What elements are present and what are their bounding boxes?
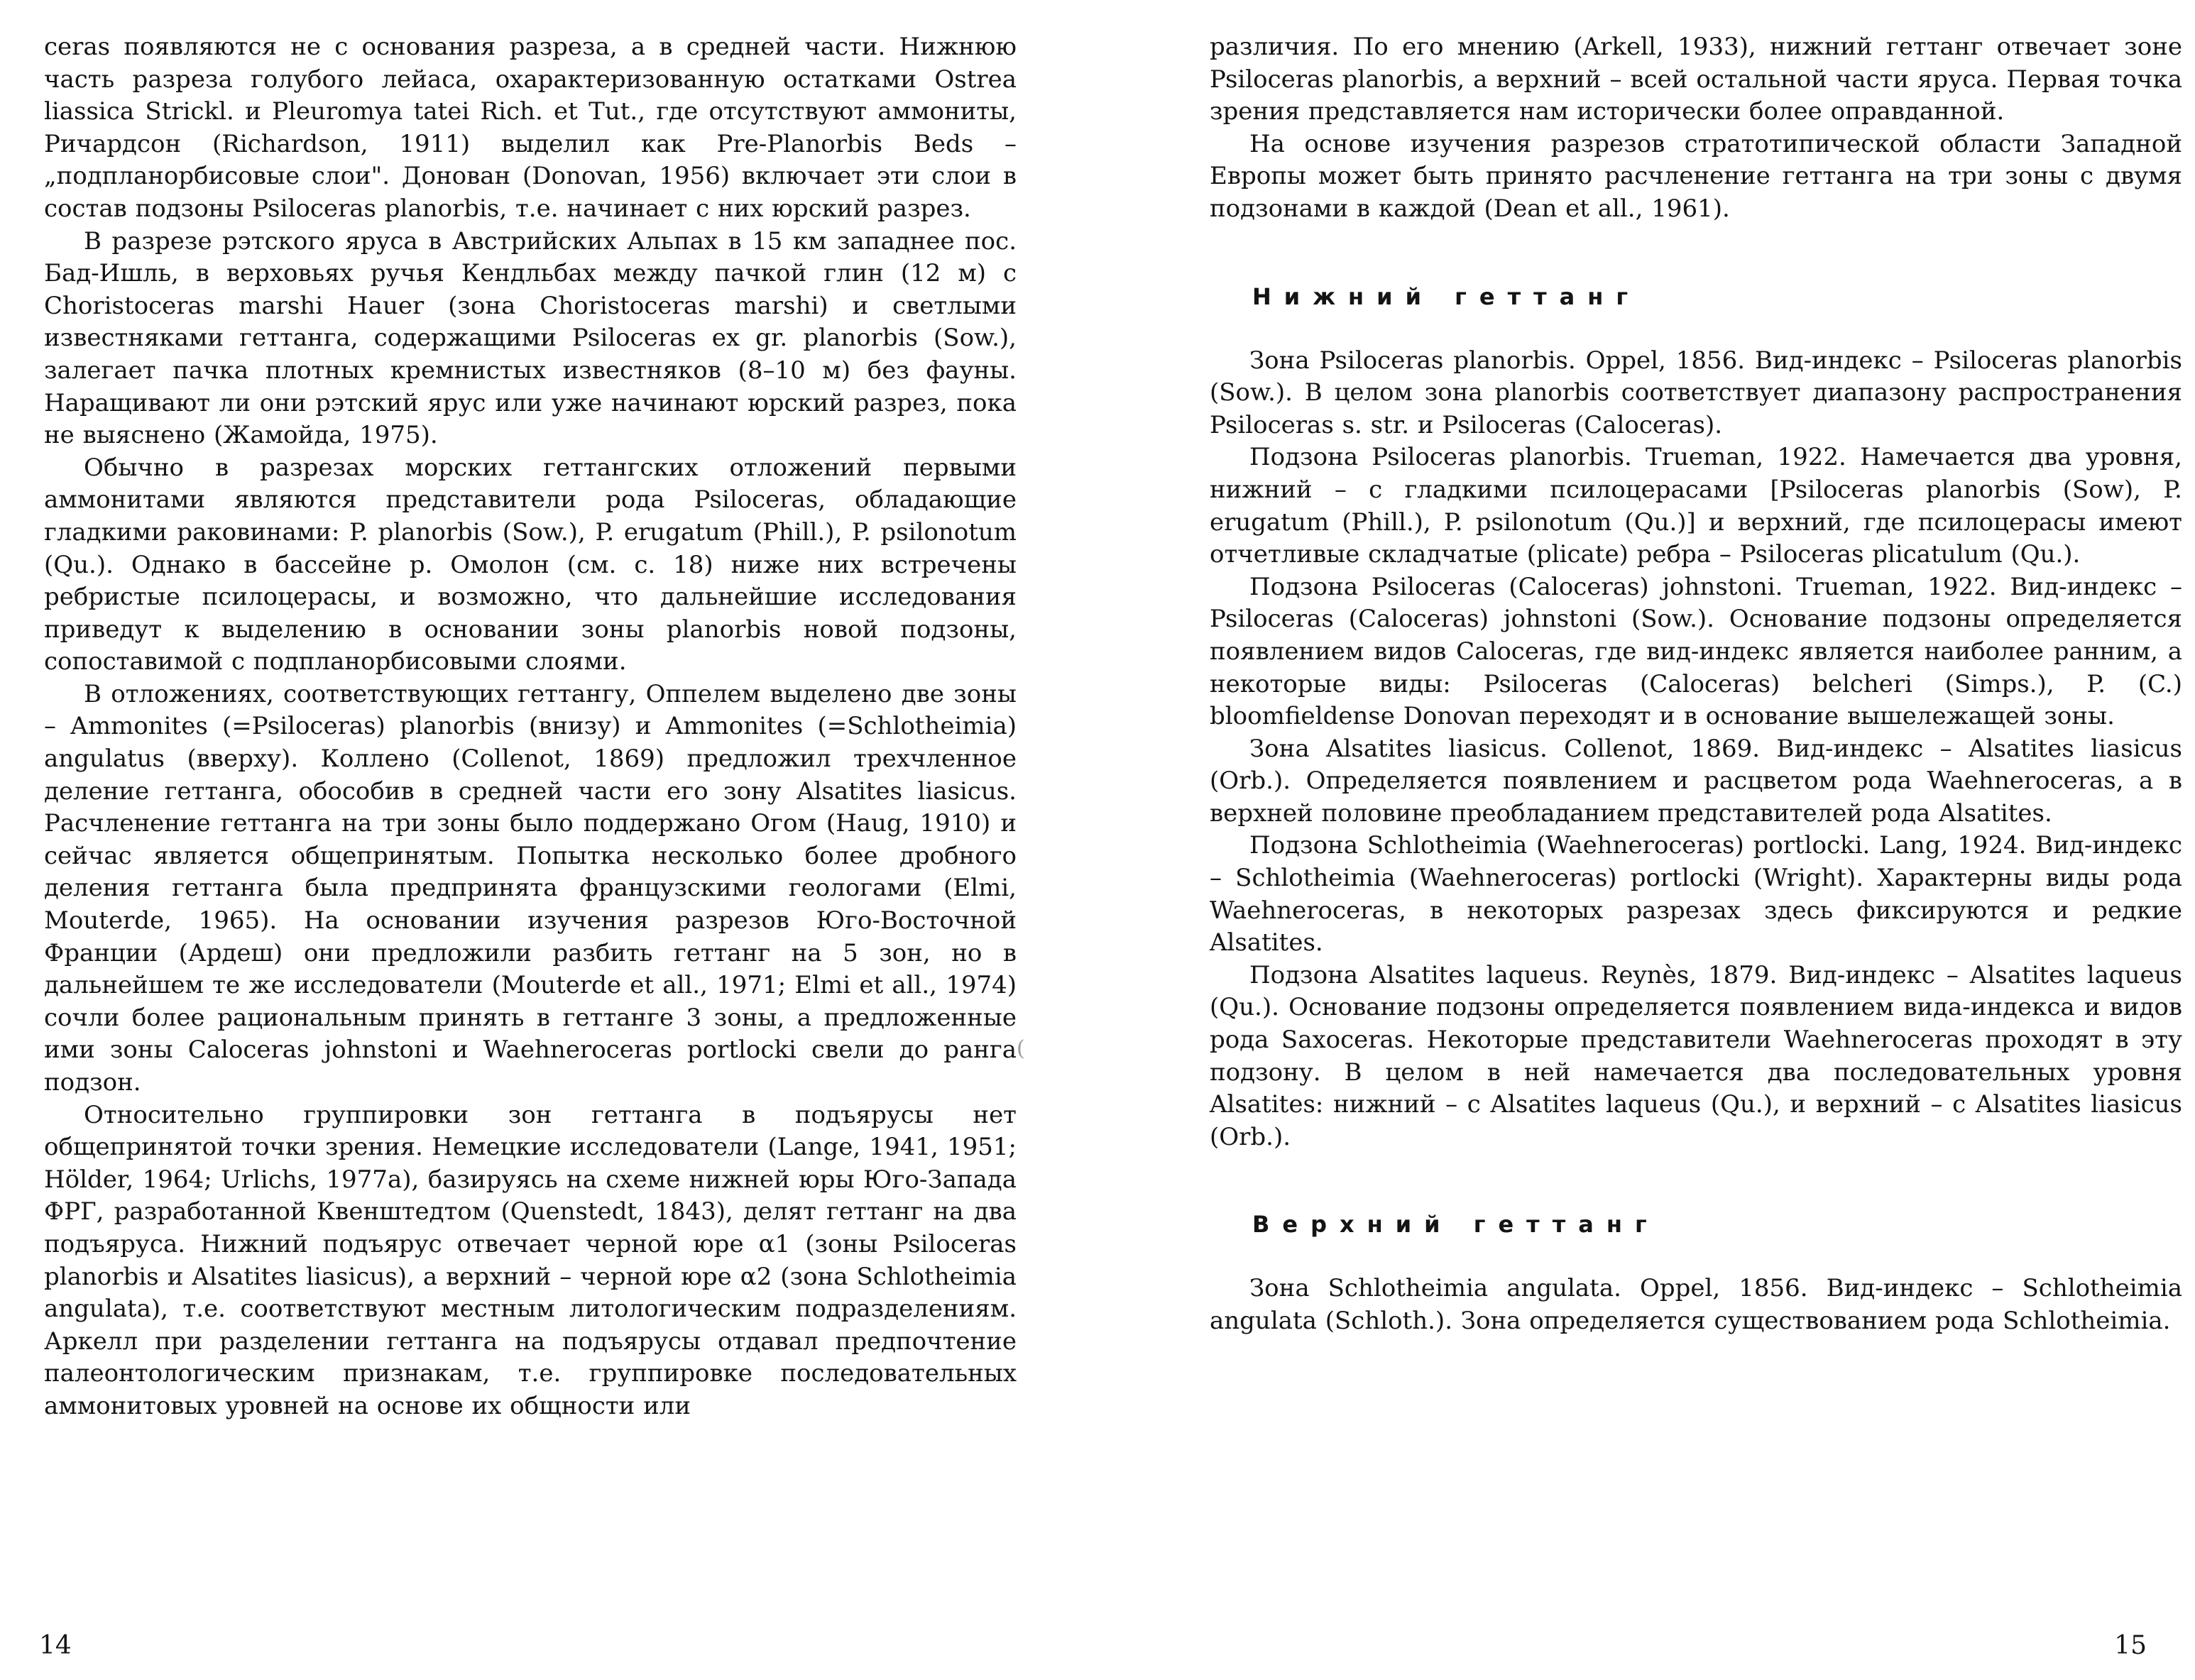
paragraph: Подзона Alsatites laqueus. Reynès, 1879. Вид-индекс – Alsatites laqueus (Qu.). Основание подзоны определяется появлением вида-индекса и видов рода Saxoceras. Некоторые представители Waehneroceras проходят в эту подзону. В целом в ней намечается два последовательных уровня Alsatites: нижний – с Alsatites laqueus (Qu.), и верхний – с Alsatites liasicus (Orb.). — [1210, 960, 2182, 1151]
section-heading-lower-hettangian: Нижний геттанг — [1252, 282, 1641, 310]
paragraph: Подзона Schlotheimia (Waehneroceras) portlocki. Lang, 1924. Вид-индекс – Schlotheimia (Waehneroceras) portlocki (Wright). Характерны виды рода Waehneroceras, в некоторых разрезах здесь фиксируются и редкие Alsatites. — [1210, 831, 2182, 957]
paragraph: ceras появляются не с основания разреза, а в средней части. Нижнюю часть разреза голубого лейаса, охарактеризованную остатками Ostrea liassica Strickl. и Pleuromya tatei Rich. et Tut., где отсутствуют аммониты, Ричардсон (Richardson, 1911) выделил как Pre-Planorbis Beds – „подпланорбисовые слои". Донован (Donovan, 1956) включает эти слои в состав подзоны Psiloceras planorbis, т.е. начинает с них юрский разрез. — [44, 33, 1017, 223]
paragraph: Зона Alsatites liasicus. Collenot, 1869. Вид-индекс – Alsatites liasicus (Orb.). Определяется появлением и расцветом рода Waehneroceras, а в верхней половине преобладанием представителей рода Alsatites. — [1210, 734, 2182, 828]
page-number: 14 — [39, 1631, 72, 1660]
paragraph: Зона Psiloceras planorbis. Oppel, 1856. Вид-индекс – Psiloceras planorbis (Sow.). В целом зона planorbis соответствует диапазону распространения Psiloceras s. str. и Psiloceras (Caloceras). — [1210, 346, 2182, 439]
left-text-column — [44, 31, 1017, 1423]
paragraph: Обычно в разрезах морских геттангских отложений первыми аммонитами являются представители рода Psiloceras, обладающие гладкими раковинами: P. planorbis (Sow.), P. erugatum (Phill.), P. psilonotum (Qu.). Однако в бассейне р. Омолон (см. с. 18) ниже них встречены ребристые псилоцерасы, и возможно, что дальнейшие исследования приведут к выделению в основании зоны planorbis новой подзоны, сопоставимой с подпланорбисовыми слоями. — [44, 453, 1017, 676]
paragraph: Подзона Psiloceras planorbis. Trueman, 1922. Намечается два уровня, нижний – с гладкими псилоцерасами [Psiloceras planorbis (Sow), P. erugatum (Phill.), P. psilonotum (Qu.)] и верхний, где псилоцерасы имеют отчетливые складчатые (plicate) ребра – Psiloceras plicatulum (Qu.). — [1210, 443, 2182, 569]
paragraph: Подзона Psiloceras (Caloceras) johnstoni. Trueman, 1922. Вид-индекс – Psiloceras (Caloceras) johnstoni (Sow.). Основание подзоны определяется появлением видов Caloceras, где вид-индекс является наиболее ранним, а некоторые виды: Psiloceras (Caloceras) belcheri (Simps.), P. (C.) bloomfieldense Donovan переходят и в основание вышележащей зоны. — [1210, 572, 2182, 731]
right-text-column — [1210, 31, 2182, 1338]
paragraph: Относительно группировки зон геттанга в подъярусы нет общепринятой точки зрения. Немецкие исследователи (Lange, 1941, 1951; Hölder, 1964; Urlichs, 1977а), базируясь на схеме нижней юры Юго-Запада ФРГ, разработанной Квенштедтом (Quenstedt, 1843), делят геттанг на два подъяруса. Нижний подъярус отвечает черной юре α1 (зоны Psiloceras planorbis и Alsatites liasicus), а верхний – черной юре α2 (зона Schlotheimia angulata), т.е. соответствуют местным литологическим подразделениям. Аркелл при разделении геттанга на подъярусы отдавал предпочтение палеонтологическим признакам, т.е. группировке последовательных аммонитовых уровней на основе их общности или — [44, 1100, 1017, 1420]
paragraph: В разрезе рэтского яруса в Австрийских Альпах в 15 км западнее пос. Бад-Ишль, в верховьях ручья Кендльбах между пачкой глин (12 м) с Choristoceras marshi Hauer (зона Choristoceras marshi) и светлыми известняками геттанга, содержащими Psiloceras ex gr. planorbis (Sow.), залегает пачка плотных кремнистых известняков (8–10 м) без фауны. Наращивают ли они рэтский ярус или уже начинают юрский разрез, пока не выяснено (Жамойда, 1975). — [44, 226, 1017, 450]
margin-mark: ( — [1017, 1036, 1025, 1061]
paragraph: Зона Schlotheimia angulata. Oppel, 1856. Вид-индекс – Schlotheimia angulata (Schloth.). Зона определяется существованием рода Schlotheimia. — [1210, 1274, 2182, 1335]
section-heading-upper-hettangian: Верхний геттанг — [1252, 1211, 1660, 1239]
right-page — [1098, 0, 2195, 1680]
paragraph: В отложениях, соответствующих геттангу, Оппелем выделено две зоны – Ammonites (=Psiloceras) planorbis (внизу) и Ammonites (=Schlotheimia) angulatus (вверху). Коллено (Collenot, 1869) предложил трехчленное деление геттанга, обособив в средней части его зону Alsatites liasicus. Расчленение геттанга на три зоны было поддержано Огом (Haug, 1910) и сейчас является общепринятым. Попытка несколько более дробного деления геттанга была предпринята французскими геологами (Elmi, Mouterde, 1965). На основании изучения разрезов Юго-Восточной Франции (Ардеш) они предложили разбить геттанг на 5 зон, но в дальнейшем те же исследователи (Mouterde et all., 1971; Elmi et all., 1974) сочли более рациональным принять в геттанге 3 зоны, а предложенные ими зоны Caloceras johnstoni и Waehneroceras portlocki свели до ранга подзон. — [44, 679, 1017, 1097]
paragraph: различия. По его мнению (Arkell, 1933), нижний геттанг отвечает зоне Psiloceras planorbis, а верхний – всей остальной части яруса. Первая точка зрения представляется нам исторически более оправданной. — [1210, 33, 2182, 126]
page-number: 15 — [2114, 1631, 2147, 1660]
paragraph: На основе изучения разрезов стратотипической области Западной Европы может быть принято расчленение геттанга на три зоны с двумя подзонами в каждой (Dean et all., 1961). — [1210, 129, 2182, 223]
